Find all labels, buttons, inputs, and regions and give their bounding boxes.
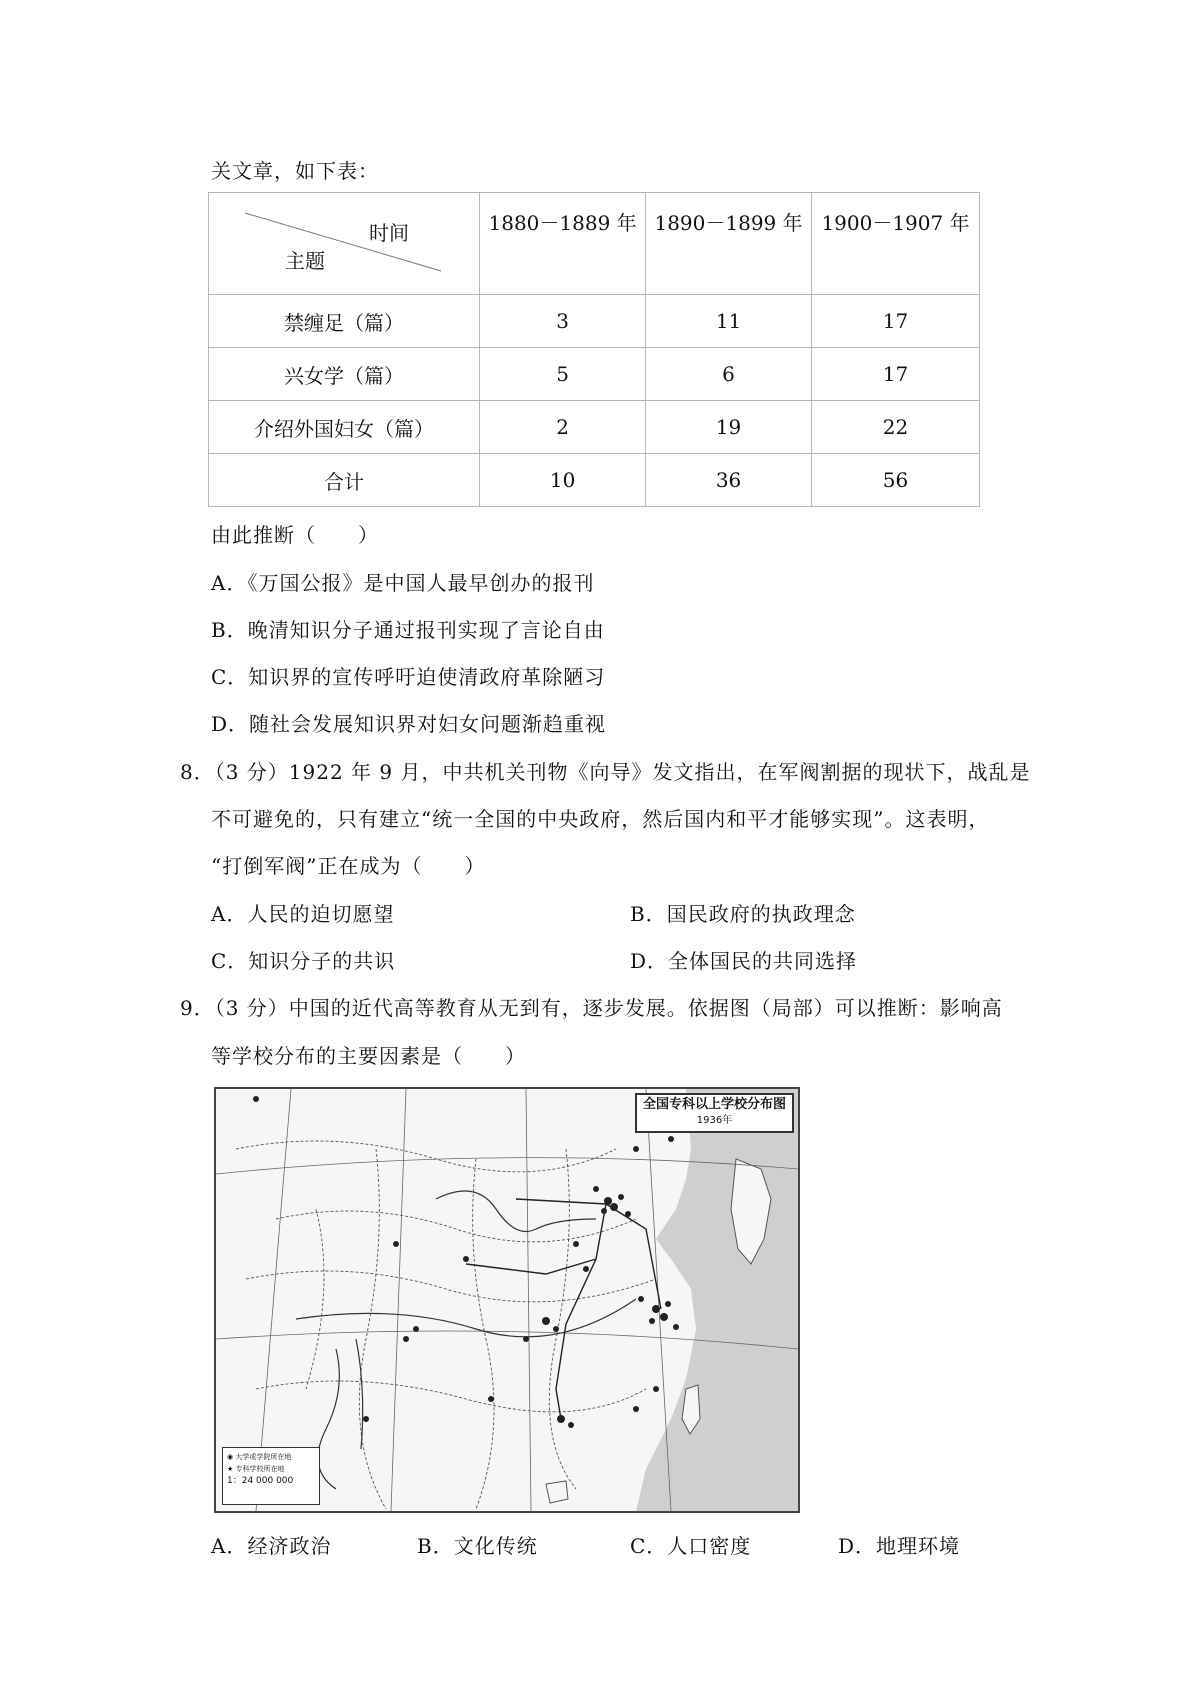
- table-row: [209, 401, 980, 454]
- table-cell: 17: [812, 295, 980, 348]
- table-cell: 17: [812, 348, 980, 401]
- table-cell: 56: [812, 454, 980, 507]
- q9-line-2: 等学校分布的主要因素是（ ）: [211, 1044, 526, 1068]
- q9-option-d[interactable]: D．地理环境: [838, 1534, 961, 1558]
- q9-option-c[interactable]: C．人口密度: [630, 1534, 752, 1558]
- map-title: 全国专科以上学校分布图 1936年: [635, 1093, 794, 1133]
- table-cell: 10: [480, 454, 646, 507]
- corner-time-label: 时间: [369, 221, 409, 245]
- column-header: 1900－1907 年: [812, 193, 980, 295]
- corner-topic-label: 主题: [285, 249, 325, 273]
- table-corner-cell: [209, 193, 480, 295]
- article-count-table: [208, 192, 980, 507]
- table-cell: 2: [480, 401, 646, 454]
- q8-line-2: 不可避免的，只有建立“统一全国的中央政府，然后国内和平才能够实现”。这表明，: [211, 807, 990, 831]
- table-cell: 22: [812, 401, 980, 454]
- q7-option-d[interactable]: D．随社会发展知识界对妇女问题渐趋重视: [211, 712, 607, 736]
- table-row: [209, 295, 980, 348]
- table-cell: 6: [646, 348, 812, 401]
- map-scale: 1：24 000 000: [227, 1476, 294, 1486]
- q8-line-3: “打倒军阀”正在成为（ ）: [211, 854, 486, 878]
- table-row: [209, 348, 980, 401]
- q8-option-c[interactable]: C．知识分子的共识: [211, 949, 396, 973]
- q7-stem-end: 由此推断（ ）: [211, 523, 379, 547]
- legend-college: ★ 专科学校所在地: [227, 1465, 285, 1473]
- table-cell: 11: [646, 295, 812, 348]
- row-label: 禁缠足（篇）: [209, 295, 480, 348]
- q7-option-b[interactable]: B．晚清知识分子通过报刊实现了言论自由: [211, 618, 605, 642]
- q8-option-a[interactable]: A．人民的迫切愿望: [211, 902, 395, 926]
- column-header: 1880－1889 年: [480, 193, 646, 295]
- table-cell: 5: [480, 348, 646, 401]
- table-cell: 19: [646, 401, 812, 454]
- table-cell: 36: [646, 454, 812, 507]
- diagonal-divider: [209, 193, 481, 295]
- q8-option-d[interactable]: D．全体国民的共同选择: [630, 949, 858, 973]
- table-total-row: [209, 454, 980, 507]
- row-label: 兴女学（篇）: [209, 348, 480, 401]
- q8-option-b[interactable]: B．国民政府的执政理念: [630, 902, 856, 926]
- column-header: 1890－1899 年: [646, 193, 812, 295]
- row-label: 介绍外国妇女（篇）: [209, 401, 480, 454]
- q9-line-1: 9．（3 分）中国的近代高等教育从无到有，逐步发展。依据图（局部）可以推断：影响高: [180, 996, 1003, 1020]
- row-label: 合计: [209, 454, 480, 507]
- intro-text: 关文章，如下表：: [211, 159, 379, 183]
- map-legend: [222, 1447, 320, 1505]
- q8-line-1: 8．（3 分）1922 年 9 月，中共机关刊物《向导》发文指出，在军阀割据的现状下，战乱是: [180, 760, 1031, 784]
- q7-option-a[interactable]: A．《万国公报》是中国人最早创办的报刊: [211, 571, 595, 595]
- map-year: 1936年: [696, 1115, 733, 1126]
- table-header-row: [209, 193, 980, 295]
- q9-option-a[interactable]: A．经济政治: [211, 1534, 332, 1558]
- table-cell: 3: [480, 295, 646, 348]
- q7-option-c[interactable]: C．知识界的宣传呼吁迫使清政府革除陋习: [211, 665, 606, 689]
- school-distribution-map: [214, 1087, 800, 1513]
- legend-university: ◉ 大学或学院所在地: [227, 1453, 292, 1461]
- q9-option-b[interactable]: B．文化传统: [417, 1534, 538, 1558]
